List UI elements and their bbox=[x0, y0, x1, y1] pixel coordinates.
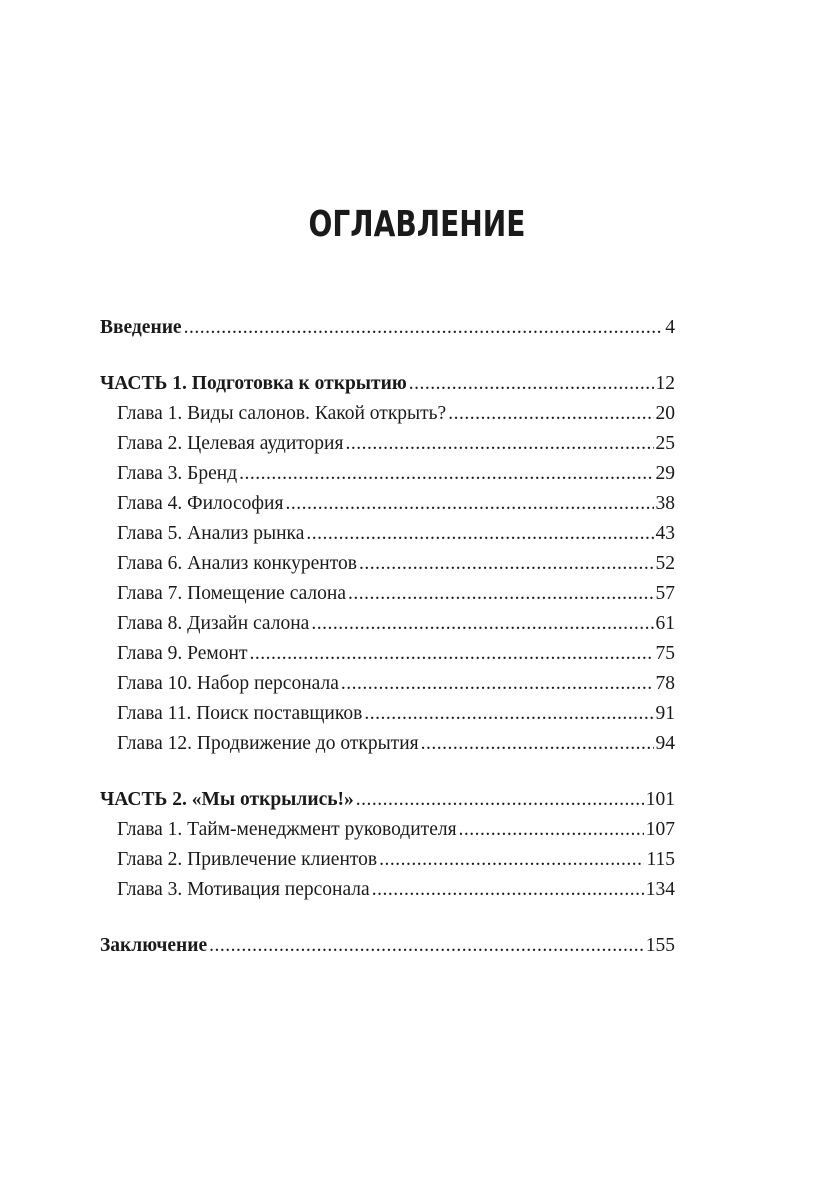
dot-leader bbox=[459, 815, 644, 845]
toc-page-number: 155 bbox=[645, 935, 675, 956]
toc-entry-chapter bbox=[100, 609, 675, 639]
dot-leader bbox=[249, 639, 653, 669]
toc-entry-chapter bbox=[100, 579, 675, 609]
dot-leader bbox=[306, 519, 653, 549]
dot-leader bbox=[341, 669, 654, 699]
toc-entry-conclusion bbox=[100, 931, 675, 961]
toc-entry-label: Глава 4. Философия bbox=[117, 493, 284, 514]
dot-leader bbox=[209, 931, 644, 961]
toc-page-number: 20 bbox=[655, 403, 675, 424]
toc-page-number: 43 bbox=[655, 523, 675, 544]
page-title: ОГЛАВЛЕНИЕ bbox=[308, 204, 526, 245]
dot-leader bbox=[409, 369, 654, 399]
toc-entry-label: Глава 10. Набор персонала bbox=[117, 673, 339, 694]
dot-leader bbox=[356, 785, 644, 815]
toc-entry-label: ЧАСТЬ 2. «Мы открылись!» bbox=[100, 789, 354, 810]
toc-page-number: 4 bbox=[665, 317, 675, 338]
toc-page-number: 75 bbox=[655, 643, 675, 664]
dot-leader bbox=[421, 729, 654, 759]
toc-entry-label: Глава 7. Помещение салона bbox=[117, 583, 346, 604]
table-of-contents bbox=[100, 313, 675, 961]
toc-page-number: 52 bbox=[655, 553, 675, 574]
toc-entry-label: Глава 9. Ремонт bbox=[117, 643, 248, 664]
dot-leader bbox=[239, 459, 653, 489]
toc-entry-chapter bbox=[100, 875, 675, 905]
toc-page-number: 25 bbox=[655, 433, 675, 454]
toc-entry-chapter bbox=[100, 639, 675, 669]
toc-entry-label: Глава 5. Анализ рынка bbox=[117, 523, 305, 544]
toc-entry-chapter bbox=[100, 845, 675, 875]
dot-leader bbox=[448, 399, 653, 429]
toc-page-number: 38 bbox=[655, 493, 675, 514]
toc-page-number: 107 bbox=[645, 819, 675, 840]
toc-entry-chapter bbox=[100, 489, 675, 519]
toc-entry-chapter bbox=[100, 815, 675, 845]
dot-leader bbox=[379, 845, 644, 875]
toc-entry-label: Глава 1. Виды салонов. Какой открыть? bbox=[117, 403, 447, 424]
toc-page-number: 29 bbox=[655, 463, 675, 484]
toc-entry-introduction bbox=[100, 313, 675, 343]
toc-entry-chapter bbox=[100, 669, 675, 699]
toc-page-number: 134 bbox=[645, 879, 675, 900]
toc-entry-label: Глава 8. Дизайн салона bbox=[117, 613, 310, 634]
toc-page-number: 12 bbox=[655, 373, 675, 394]
toc-entry-label: Глава 1. Тайм-менеджмент руководителя bbox=[117, 819, 457, 840]
toc-page-number: 78 bbox=[655, 673, 675, 694]
toc-entry-chapter bbox=[100, 459, 675, 489]
toc-entry-label: Глава 6. Анализ конкурентов bbox=[117, 553, 357, 574]
dot-leader bbox=[345, 429, 653, 459]
toc-entry-chapter bbox=[100, 549, 675, 579]
toc-entry-label: Глава 2. Привлечение клиентов bbox=[117, 849, 378, 870]
dot-leader bbox=[184, 313, 664, 343]
toc-entry-label: ЧАСТЬ 1. Подготовка к открытию bbox=[100, 373, 407, 394]
toc-entry-label: Глава 12. Продвижение до открытия bbox=[117, 733, 419, 754]
toc-page-number: 61 bbox=[655, 613, 675, 634]
dot-leader bbox=[372, 875, 644, 905]
dot-leader bbox=[364, 699, 653, 729]
toc-entry-chapter bbox=[100, 399, 675, 429]
dot-leader bbox=[311, 609, 653, 639]
toc-page-number: 101 bbox=[645, 789, 675, 810]
toc-entry-label: Заключение bbox=[100, 935, 208, 956]
toc-entry-chapter bbox=[100, 699, 675, 729]
toc-entry-part-1 bbox=[100, 369, 675, 399]
toc-page-number: 91 bbox=[655, 703, 675, 724]
toc-entry-part-2 bbox=[100, 785, 675, 815]
toc-entry-label: Глава 11. Поиск поставщиков bbox=[117, 703, 363, 724]
dot-leader bbox=[359, 549, 654, 579]
toc-page-number: 94 bbox=[655, 733, 675, 754]
dot-leader bbox=[285, 489, 653, 519]
toc-entry-chapter bbox=[100, 429, 675, 459]
toc-entry-label: Глава 2. Целевая аудитория bbox=[117, 433, 344, 454]
toc-entry-chapter bbox=[100, 729, 675, 759]
toc-entry-label: Введение bbox=[100, 317, 182, 338]
dot-leader bbox=[348, 579, 654, 609]
toc-page-number: 57 bbox=[655, 583, 675, 604]
toc-page-number: 115 bbox=[646, 849, 675, 870]
toc-entry-label: Глава 3. Бренд bbox=[117, 463, 238, 484]
toc-entry-label: Глава 3. Мотивация персонала bbox=[117, 879, 370, 900]
toc-entry-chapter bbox=[100, 519, 675, 549]
